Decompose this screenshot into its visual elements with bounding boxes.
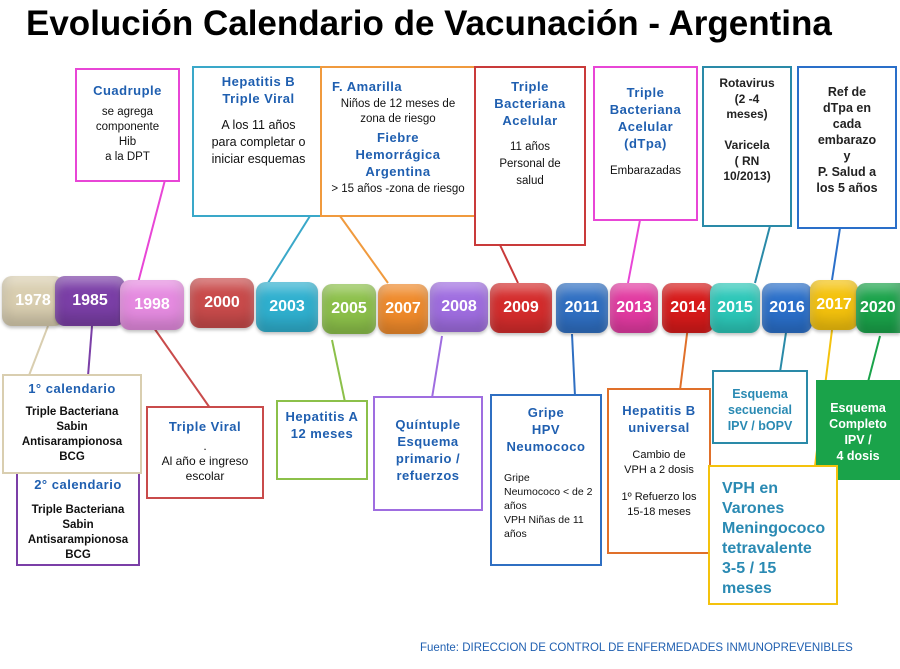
box-text: Esquema secuencial IPV / bOPV xyxy=(727,387,793,433)
connector-2009 xyxy=(500,245,518,283)
year-2008 xyxy=(430,282,488,332)
connector-2000 xyxy=(154,328,210,408)
year-2017 xyxy=(810,280,858,330)
box-heading: Hepatitis B universal xyxy=(622,403,696,435)
box-2005-hepatitis-a xyxy=(276,400,368,480)
source-note: Fuente: DIRECCION DE CONTROL DE ENFERMEDADES INMUNOPREVENIBLES xyxy=(420,642,853,654)
year-2007 xyxy=(378,284,428,334)
box-body: 11 años Personal de salud xyxy=(499,141,561,187)
year-label: 2007 xyxy=(385,300,421,317)
connector-2007 xyxy=(340,216,388,283)
box-2017-ref-dtpa xyxy=(797,66,897,229)
box-body-2: 1º Refuerzo los 15-18 meses xyxy=(621,491,697,518)
box-body: Niños de 12 meses de zona de riesgo xyxy=(340,98,456,125)
box-heading: Triple Bacteriana Acelular (dTpa) xyxy=(609,85,682,151)
box-body: Triple Bacteriana Sabin Antisarampionosa BCG xyxy=(27,504,129,561)
year-label: 2014 xyxy=(670,299,706,316)
box-2017-vph-varones xyxy=(708,465,838,605)
box-2016-esquema-secuencial xyxy=(712,370,808,444)
box-body: Gripe Neumococo < de 2 años VPH Niñas de 11 años xyxy=(504,472,593,540)
connector-2017 xyxy=(832,228,840,280)
year-label: 2005 xyxy=(331,300,367,317)
box-2000-triple-viral xyxy=(146,406,264,499)
box-2011-gripe-hpv xyxy=(490,394,602,566)
box-heading: Hepatitis B Triple Viral xyxy=(221,74,296,106)
box-2015-rotavirus xyxy=(702,66,792,227)
year-label: 1998 xyxy=(134,296,170,313)
year-2009 xyxy=(490,283,552,333)
year-2013 xyxy=(610,283,658,333)
connector-2013 xyxy=(628,220,640,283)
year-2005 xyxy=(322,284,376,334)
box-body: . Al año e ingreso escolar xyxy=(161,439,249,483)
box-1998-cuadruple xyxy=(75,68,180,182)
connector-2020 xyxy=(868,336,880,382)
box-heading-2: Fiebre Hemorrágica Argentina xyxy=(355,130,441,179)
box-2008-quintuple xyxy=(373,396,483,511)
year-label: 2000 xyxy=(204,294,240,311)
year-label: 2008 xyxy=(441,298,477,315)
year-label: 2016 xyxy=(769,299,805,316)
box-text: VPH en Varones Meningococo tetravalente 3-5 / 15 meses xyxy=(722,480,826,597)
box-heading: Triple Bacteriana Acelular xyxy=(494,79,566,128)
year-1998 xyxy=(120,280,184,330)
box-2014-hepatitis-b-universal xyxy=(607,388,711,554)
connector-2015 xyxy=(755,226,770,283)
page-title: Evolución Calendario de Vacunación - Argentina xyxy=(26,4,832,43)
year-2003 xyxy=(256,282,318,332)
connector-2008 xyxy=(432,336,442,398)
year-label: 2017 xyxy=(816,296,852,313)
box-1985-2do-calendario xyxy=(16,470,140,566)
box-body: se agrega componente Hib a la DPT xyxy=(95,106,160,163)
box-heading: Cuadruple xyxy=(93,83,162,98)
box-body: Cambio de VPH a 2 dosis xyxy=(624,449,694,476)
box-heading: Hepatitis A 12 meses xyxy=(285,409,359,441)
box-heading: 2° calendario xyxy=(34,477,122,492)
box-body: Triple Bacteriana Sabin Antisarampionosa BCG xyxy=(21,406,123,463)
box-heading: F. Amarilla xyxy=(332,79,403,94)
connector-1998 xyxy=(138,180,165,283)
year-label: 2020 xyxy=(860,299,896,316)
year-2011 xyxy=(556,283,608,333)
box-2007-fiebre-amarilla xyxy=(320,66,476,217)
box-2009-triple-bacteriana xyxy=(474,66,586,246)
connector-2005 xyxy=(332,340,345,402)
year-2014 xyxy=(662,283,714,333)
box-2013-dtpa xyxy=(593,66,698,221)
year-2000 xyxy=(190,278,254,328)
box-body: A los 11 años para completar o iniciar esquemas xyxy=(211,118,306,166)
box-text: Ref de dTpa en cada embarazo y P. Salud a los 5 años xyxy=(816,85,878,195)
box-text: Esquema Completo IPV / 4 dosis xyxy=(829,401,887,463)
box-heading: Triple Viral xyxy=(168,419,242,434)
box-body: Embarazadas xyxy=(610,165,681,177)
year-2020 xyxy=(856,283,900,333)
connector-2011 xyxy=(572,334,575,396)
year-2016 xyxy=(762,283,812,333)
box-heading: Quíntuple Esquema primario / refuerzos xyxy=(395,417,461,483)
connector-2003 xyxy=(268,216,310,283)
connector-1978 xyxy=(28,326,48,378)
box-1978-1er-calendario xyxy=(2,374,142,474)
box-2003-hepatitis-b xyxy=(192,66,325,217)
connector-2014 xyxy=(680,326,688,390)
year-1985 xyxy=(55,276,125,326)
year-label: 2015 xyxy=(717,299,753,316)
year-label: 2011 xyxy=(564,299,600,316)
year-2015 xyxy=(710,283,760,333)
year-label: 2003 xyxy=(269,298,305,315)
box-heading: 1° calendario xyxy=(28,381,116,396)
year-label: 1978 xyxy=(15,292,51,309)
box-heading: Gripe HPV Neumococo xyxy=(506,405,586,454)
box-body-2: > 15 años -zona de riesgo xyxy=(331,183,465,195)
box-text: Rotavirus (2 -4 meses) Varicela ( RN 10/2013) xyxy=(719,76,775,183)
year-label: 1985 xyxy=(72,292,108,309)
year-label: 2013 xyxy=(616,299,652,316)
year-label: 2009 xyxy=(503,299,539,316)
